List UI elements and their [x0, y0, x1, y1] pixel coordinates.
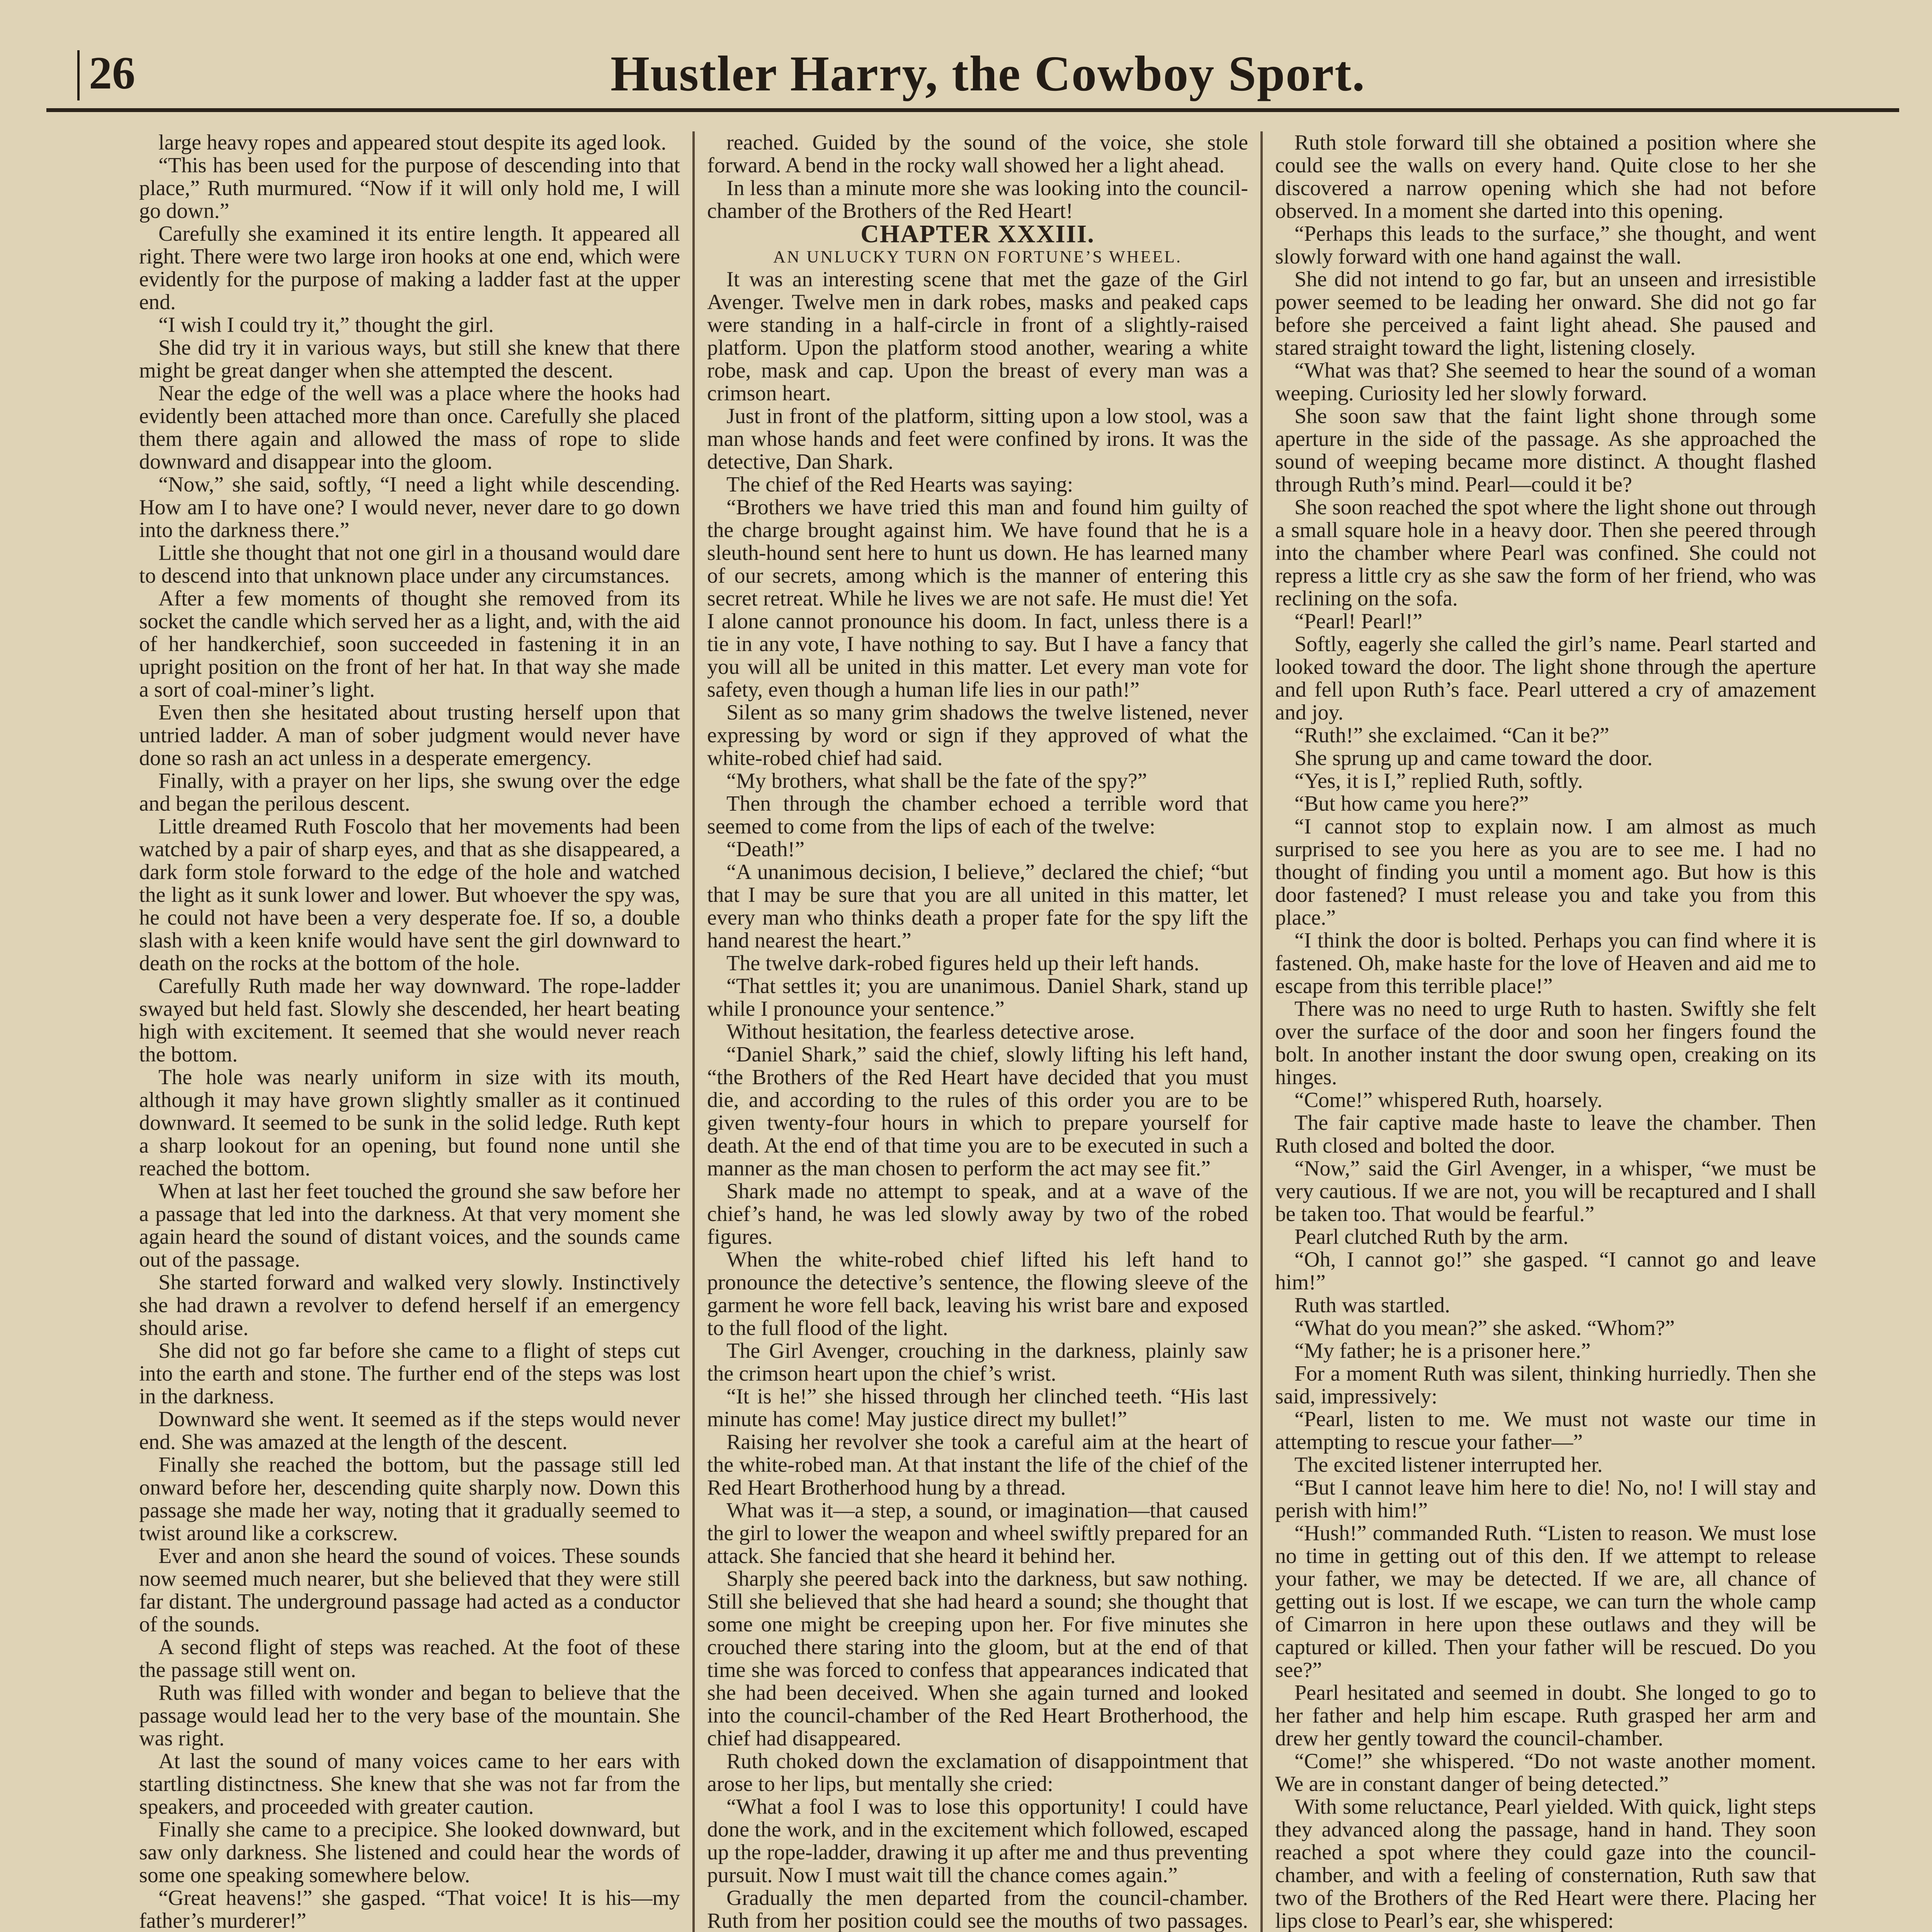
paragraph: Even then she hesitated about trusting herself upon that untried ladder. A man of sober judgment would never have done so rash an act unless in a desperate emergency.: [139, 701, 680, 770]
paragraph: For a moment Ruth was silent, thinking hurriedly. Then she said, impressively:: [1275, 1362, 1816, 1408]
paragraph: Finally she reached the bottom, but the passage still led onward before her, descending quite sharply now. Down this passage she made her way, noting that it gradually seemed to twist around like a corkscrew.: [139, 1453, 680, 1545]
paragraph: When the white-robed chief lifted his left hand to pronounce the detective’s sentence, the flowing sleeve of the garment he wore fell back, leaving his wrist bare and exposed to the full flood of the light.: [707, 1248, 1248, 1340]
paragraph: Just in front of the platform, sitting upon a low stool, was a man whose hands and feet were confined by irons. It was the detective, Dan Shark.: [707, 404, 1248, 474]
paragraph: The Girl Avenger, crouching in the darkness, plainly saw the crimson heart upon the chief’s wrist.: [707, 1339, 1248, 1386]
paragraph: “My father; he is a prisoner here.”: [1294, 1339, 1591, 1363]
paragraph: “Death!”: [726, 837, 805, 861]
paragraph: “A unanimous decision, I believe,” declared the chief; “but that I may be sure that you are all united in this matter, let every man who thinks death a proper fate for the spy lift the hand nearest the heart.”: [707, 860, 1248, 952]
paragraph: “This has been used for the purpose of descending into that place,” Ruth murmured. “Now if it will only hold me, I will go down.”: [139, 153, 680, 223]
page-header: [46, 23, 1899, 112]
column-2-intro: [707, 131, 1248, 223]
paragraph: The fair captive made haste to leave the chamber. Then Ruth closed and bolted the door.: [1275, 1111, 1816, 1158]
paragraph: “Yes, it is I,” replied Ruth, softly.: [1294, 769, 1583, 793]
paragraph: large heavy ropes and appeared stout despite its aged look.: [158, 131, 667, 155]
paragraph: Pearl clutched Ruth by the arm.: [1294, 1225, 1569, 1249]
paragraph: “Great heavens!” she gasped. “That voice! It is his—my father’s murderer!”: [139, 1886, 680, 1932]
paragraph: She started forward and walked very slowly. Instinctively she had drawn a revolver to defend herself if an emergency should arise.: [139, 1270, 680, 1340]
paragraph: She sprung up and came toward the door.: [1294, 746, 1653, 770]
paragraph: Downward she went. It seemed as if the steps would never end. She was amazed at the length of the descent.: [139, 1407, 680, 1454]
paragraph: Then through the chamber echoed a terrible word that seemed to come from the lips of each of the twelve:: [707, 792, 1248, 838]
paragraph: “It is he!” she hissed through her clinched teeth. “His last minute has come! May justice direct my bullet!”: [707, 1384, 1248, 1431]
column-2-body: [707, 268, 1248, 1932]
paragraph: “Hush!” commanded Ruth. “Listen to reason. We must lose no time in getting out of this den. If we attempt to release your father, we may be detected. If we are, all chance of getting out is lost. If we escape, we can turn the whole camp of Cimarron in here upon these outlaws and they will be captured or killed. Then your father will be rescued. Do you see?”: [1275, 1521, 1816, 1682]
paragraph: Pearl hesitated and seemed in doubt. She longed to go to her father and help him escape. Ruth grasped her arm and drew her gently toward the council-chamber.: [1275, 1681, 1816, 1750]
paragraph: Gradually the men departed from the council-chamber. Ruth from her position could see the mouths of two passages.: [707, 1886, 1248, 1932]
paragraph: She did not intend to go far, but an unseen and irresistible power seemed to be leading her onward. She did not go far before she perceived a faint light ahead. She paused and stared straight toward the light, listening closely.: [1275, 267, 1816, 360]
paragraph: “I wish I could try it,” thought the girl.: [158, 313, 494, 337]
paragraph: She soon saw that the faint light shone through some aperture in the side of the passage. As she approached the sound of weeping became more distinct. A thought flashed through Ruth’s mind. Pearl—could it be?: [1275, 404, 1816, 497]
paragraph: Little she thought that not one girl in a thousand would dare to descend into that unknown place under any circumstances.: [139, 541, 680, 588]
column-divider: [1260, 131, 1263, 1932]
paragraph: She did not go far before she came to a flight of steps cut into the earth and stone. The further end of the steps was lost in the darkness.: [139, 1339, 680, 1408]
paragraph: Shark made no attempt to speak, and at a wave of the chief’s hand, he was led slowly away by two of the robed figures.: [707, 1179, 1248, 1249]
paragraph: The excited listener interrupted her.: [1294, 1453, 1603, 1477]
paragraph: She soon reached the spot where the light shone out through a small square hole in a heavy door. Then she peered through into the chamber where Pearl was confined. She could not repress a little cry as she saw the form of her friend, who was reclining on the sofa.: [1275, 495, 1816, 611]
paragraph: “But how came you here?”: [1294, 792, 1529, 816]
paragraph: “Pearl! Pearl!”: [1294, 609, 1423, 633]
column-3: [1275, 131, 1816, 1932]
paragraph: A second flight of steps was reached. At the foot of these the passage still went on.: [139, 1635, 680, 1682]
paragraph: “Perhaps this leads to the surface,” she thought, and went slowly forward with one hand against the wall.: [1275, 222, 1816, 269]
page-title: Hustler Harry, the Cowboy Sport.: [611, 46, 1366, 102]
paragraph: There was no need to urge Ruth to hasten. Swiftly she felt over the surface of the door and soon her fingers found the bolt. In another instant the door swung open, creaking on its hinges.: [1275, 997, 1816, 1089]
text-columns: [139, 131, 1824, 1932]
paragraph: Finally, with a prayer on her lips, she swung over the edge and began the perilous descent.: [139, 769, 680, 816]
paragraph: She did try it in various ways, but still she knew that there might be great danger when she attempted the descent.: [139, 336, 680, 383]
paragraph: “Now,” she said, softly, “I need a light while descending. How am I to have one? I would never, never dare to go down into the darkness there.”: [139, 473, 680, 542]
paragraph: The chief of the Red Hearts was saying:: [726, 473, 1073, 497]
paragraph: Ruth choked down the exclamation of disappointment that arose to her lips, but mentally she cried:: [707, 1749, 1248, 1796]
paragraph: Raising her revolver she took a careful aim at the heart of the white-robed man. At that instant the life of the chief of the Red Heart Brotherhood hung by a thread.: [707, 1430, 1248, 1500]
paragraph: “Brothers we have tried this man and found him guilty of the charge brought against him. We have found that he is a sleuth-hound sent here to hunt us down. He has learned many of our secrets, among which is the manner of entering this secret retreat. While he lives we are not safe. He must die! Yet I alone cannot pronounce his doom. In fact, unless there is a tie in any vote, I have nothing to say. But I have a fancy that you will all be united in this matter. Let every man vote for safety, even though a human life lies in our path!”: [707, 495, 1248, 702]
column-divider: [692, 131, 695, 1932]
column-2: [707, 131, 1248, 1932]
paragraph: Near the edge of the well was a place where the hooks had evidently been attached more than once. Carefully she placed them there again and allowed the mass of rope to slide downward and disappear into the gloom.: [139, 381, 680, 474]
paragraph: “Come!” whispered Ruth, hoarsely.: [1294, 1088, 1603, 1112]
paragraph: The hole was nearly uniform in size with its mouth, although it may have grown slightly smaller as it continued downward. It seemed to be sunk in the solid ledge. Ruth kept a sharp lookout for an opening, but found none until she reached the bottom.: [139, 1065, 680, 1180]
paragraph: “My brothers, what shall be the fate of the spy?”: [726, 769, 1147, 793]
paragraph: “Pearl, listen to me. We must not waste our time in attempting to rescue your father—”: [1275, 1407, 1816, 1454]
chapter-heading: CHAPTER XXXIII.: [861, 220, 1095, 248]
paragraph: Softly, eagerly she called the girl’s name. Pearl started and looked toward the door. The light shone through the aperture and fell upon Ruth’s face. Pearl uttered a cry of amazement and joy.: [1275, 632, 1816, 724]
paragraph: Ever and anon she heard the sound of voices. These sounds now seemed much nearer, but she believed that they were still far distant. The underground passage had acted as a conductor of the sounds.: [139, 1544, 680, 1636]
paragraph: Without hesitation, the fearless detective arose.: [726, 1020, 1135, 1044]
paragraph: After a few moments of thought she removed from its socket the candle which served her as a light, and, with the aid of her handkerchief, soon succeeded in fastening it in an upright position on the front of her hat. In that way she made a sort of coal-miner’s light.: [139, 587, 680, 702]
paragraph: Sharply she peered back into the darkness, but saw nothing. Still she believed that she had heard a sound; she thought that some one might be creeping upon her. For five minutes she crouched there staring into the gloom, but at the end of that time she was forced to confess that appearances indicated that she had been deceived. When she again turned and looked into the council-chamber of the Red Heart Brotherhood, the chief had disappeared.: [707, 1567, 1248, 1750]
paragraph: Ruth was startled.: [1294, 1293, 1450, 1317]
paragraph: “Oh, I cannot go!” she gasped. “I cannot go and leave him!”: [1275, 1248, 1816, 1294]
paragraph: Ruth stole forward till she obtained a position where she could see the walls on every hand. Quite close to her she discovered a narrow opening which she had not before observed. In a moment she darted into this opening.: [1275, 131, 1816, 223]
paragraph: Carefully she examined it its entire length. It appeared all right. There were two large iron hooks at one end, which were evidently for the purpose of making a ladder fast at the upper end.: [139, 222, 680, 314]
paragraph: Finally she came to a precipice. She looked downward, but saw only darkness. She listened and could hear the words of some one speaking somewhere below.: [139, 1818, 680, 1887]
paragraph: Silent as so many grim shadows the twelve listened, never expressing by word or sign if they approved of what the white-robed chief had said.: [707, 701, 1248, 770]
paragraph: Carefully Ruth made her way downward. The rope-ladder swayed but held fast. Slowly she descended, her heart beating high with excitement. It seemed that she would never reach the bottom.: [139, 974, 680, 1066]
paragraph: What was it—a step, a sound, or imagination—that caused the girl to lower the weapon and wheel swiftly prepared for an attack. She fancied that she heard it behind her.: [707, 1498, 1248, 1568]
paragraph: “I think the door is bolted. Perhaps you can find where it is fastened. Oh, make haste for the love of Heaven and aid me to escape from this terrible place!”: [1275, 929, 1816, 998]
paragraph: “What do you mean?” she asked. “Whom?”: [1294, 1316, 1675, 1340]
paragraph: “That settles it; you are unanimous. Daniel Shark, stand up while I pronounce your sentence.”: [707, 974, 1248, 1021]
paragraph: “But I cannot leave him here to die! No, no! I will stay and perish with him!”: [1275, 1476, 1816, 1522]
paragraph: At last the sound of many voices came to her ears with startling distinctness. She knew that she was not far from the speakers, and proceeded with greater caution.: [139, 1749, 680, 1819]
paragraph: reached. Guided by the sound of the voice, she stole forward. A bend in the rocky wall showed her a light ahead.: [707, 131, 1248, 177]
paragraph: “What a fool I was to lose this opportunity! I could have done the work, and in the excitement which followed, escaped up the rope-ladder, drawing it up after me and thus preventing pursuit. Now I must wait till the chance comes again.”: [707, 1795, 1248, 1887]
paragraph: “Daniel Shark,” said the chief, slowly lifting his left hand, “the Brothers of the Red Heart have decided that you must die, and according to the rules of this order you are to be given twenty-four hours in which to prepare yourself for death. At the end of that time you are to be executed in such a manner as the man chosen to perform the act may see fit.”: [707, 1043, 1248, 1180]
paragraph: “Now,” said the Girl Avenger, in a whisper, “we must be very cautious. If we are not, you will be recaptured and I shall be taken too. That would be fearful.”: [1275, 1156, 1816, 1226]
paragraph: “Ruth!” she exclaimed. “Can it be?”: [1294, 723, 1609, 747]
paragraph: “Come!” she whispered. “Do not waste another moment. We are in constant danger of being detected.”: [1275, 1749, 1816, 1796]
paragraph: Ruth was filled with wonder and began to believe that the passage would lead her to the very base of the mountain. She was right.: [139, 1681, 680, 1750]
paragraph: “I cannot stop to explain now. I am almost as much surprised to see you here as you are to see me. I had no thought of finding you until a moment ago. But how is this door fastened? I must release you and take you from this place.”: [1275, 815, 1816, 930]
chapter-subheading: AN UNLUCKY TURN ON FORTUNE’S WHEEL.: [773, 247, 1182, 266]
page-number: 26: [89, 47, 135, 99]
paragraph: The twelve dark-robed figures held up their left hands.: [726, 951, 1199, 975]
header-margin-rule: [77, 50, 80, 100]
paragraph: In less than a minute more she was looking into the council-chamber of the Brothers of the Red Heart!: [707, 176, 1248, 223]
paragraph: “What was that? She seemed to hear the sound of a woman weeping. Curiosity led her slowly forward.: [1275, 359, 1816, 405]
paragraph: Little dreamed Ruth Foscolo that her movements had been watched by a pair of sharp eyes, and that as she disappeared, a dark form stole forward to the edge of the hole and watched the light as it sunk lower and lower. But whoever the spy was, he could not have been a very desperate foe. If so, a double slash with a keen knife would have sent the girl downward to death on the rocks at the bottom of the hole.: [139, 815, 680, 975]
paragraph: When at last her feet touched the ground she saw before her a passage that led into the darkness. At that very moment she again heard the sound of distant voices, and the sounds came out of the passage.: [139, 1179, 680, 1272]
column-1: [139, 131, 680, 1932]
paragraph: With some reluctance, Pearl yielded. With quick, light steps they advanced along the passage, hand in hand. They soon reached a spot where they could gaze into the council-chamber, and with a feeling of consternation, Ruth saw that two of the Brothers of the Red Heart were there. Placing her lips close to Pearl’s ear, she whispered:: [1275, 1795, 1816, 1932]
paragraph: It was an interesting scene that met the gaze of the Girl Avenger. Twelve men in dark robes, masks and peaked caps were standing in a half-circle in front of a slightly-raised platform. Upon the platform stood another, wearing a white robe, mask and cap. Upon the breast of every man was a crimson heart.: [707, 267, 1248, 405]
